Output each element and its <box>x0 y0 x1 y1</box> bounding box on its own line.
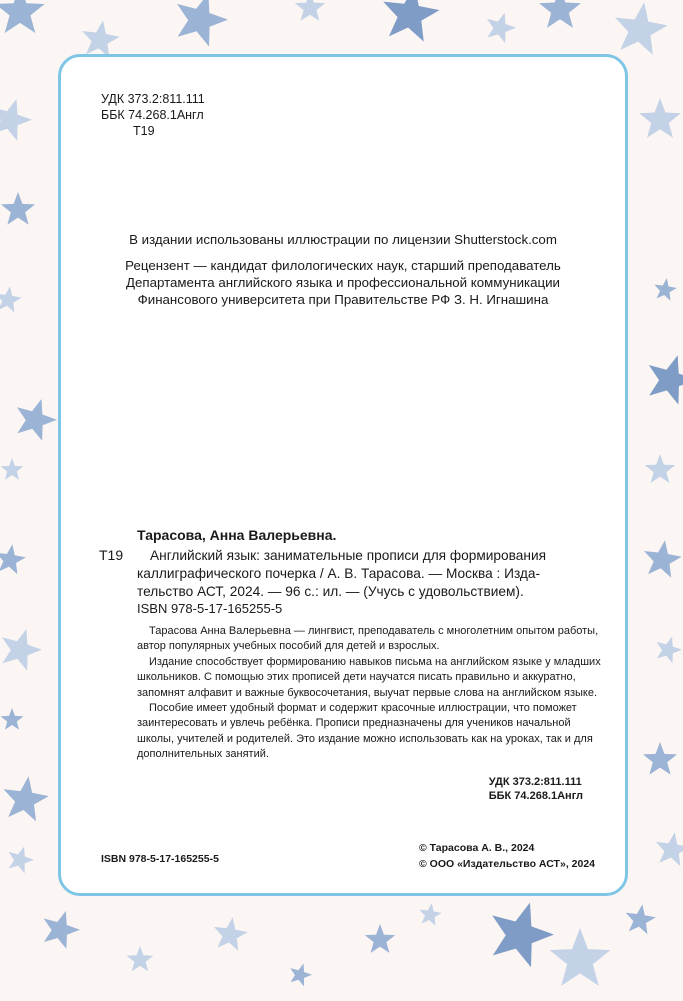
star-icon <box>550 928 611 986</box>
star-icon <box>4 776 49 821</box>
star-icon <box>44 911 80 949</box>
star-icon <box>615 2 668 55</box>
star-icon <box>17 399 57 441</box>
reviewer-line: Финансового университета при Правительстве РФ З. Н. Игнашина <box>137 292 549 307</box>
star-icon <box>1 192 35 225</box>
star-icon <box>639 98 681 138</box>
reviewer-line: Департамента английского языка и профессиональной коммуникации <box>125 275 560 290</box>
catalog-author: Тарасова, Анна Валерьевна. <box>137 527 337 543</box>
author-mark: Т19 <box>133 124 155 138</box>
star-icon <box>643 742 677 775</box>
star-icon <box>487 13 516 43</box>
star-icon <box>657 637 682 664</box>
star-icon <box>656 832 683 866</box>
book-annotation <box>137 624 602 763</box>
catalog-isbn: ISBN 978-5-17-165255-5 <box>137 601 283 616</box>
star-icon <box>654 278 677 301</box>
copyright-author: © Тарасова А. В., 2024 <box>419 842 535 854</box>
udk-code: УДК 373.2:811.111 <box>101 92 205 106</box>
star-icon <box>0 544 26 574</box>
biblio-line: Английский язык: занимательные прописи для формирования <box>150 548 547 563</box>
star-icon <box>295 0 325 21</box>
star-icon <box>1 458 24 480</box>
udk-code-bold: УДК 373.2:811.111 <box>488 776 582 788</box>
star-icon <box>9 847 34 874</box>
reviewer-line: Рецензент — кандидат филологических наук, старший преподаватель <box>125 258 561 273</box>
annotation-paragraph: Издание способствует формированию навыков письма на английском языке у младших школьников. С помощью этих прописей дети научатся писать правильно и аккуратно, запомнят алфавит и важные буквосочетания, выучат первые слова на английском языке. <box>137 655 601 699</box>
star-icon <box>0 0 45 33</box>
footer-isbn: ISBN 978-5-17-165255-5 <box>101 853 219 865</box>
catalog-author-mark: Т19 <box>99 547 124 563</box>
star-icon <box>0 286 22 312</box>
bbk-code-bold: ББК 74.268.1Англ <box>488 790 583 802</box>
star-icon <box>383 0 439 42</box>
star-icon <box>419 903 442 926</box>
biblio-line: каллиграфического почерка / А. В. Тарасова. — Москва : Изда- <box>137 566 541 581</box>
bibliographic-description <box>137 547 597 601</box>
star-icon <box>1 708 24 730</box>
star-icon <box>644 540 682 578</box>
udk-header <box>101 91 205 139</box>
copyright-block <box>419 840 595 872</box>
reviewer-info <box>61 257 625 308</box>
star-icon <box>365 924 395 953</box>
star-icon <box>649 355 683 404</box>
star-icon <box>290 964 312 987</box>
annotation-paragraph: Пособие имеет удобный формат и содержит красочные иллюстрации, что поможет заинтересовать и увлечь ребёнка. Прописи предназначены для учеников начальной школы, учителей и родителей. Это издание можно использовать как на уроках, так и для дополнительных занятий. <box>137 702 593 761</box>
star-icon <box>539 0 581 28</box>
imprint-page-card <box>58 54 628 896</box>
star-icon <box>626 904 656 934</box>
annotation-paragraph: Тарасова Анна Валерьевна — лингвист, преподаватель с многолетним опытом работы, автор популярных учебных пособий для детей и взрослых. <box>137 625 599 653</box>
star-icon <box>214 917 248 951</box>
classification-codes <box>489 775 583 803</box>
star-icon <box>0 99 32 141</box>
star-icon <box>645 454 675 483</box>
star-icon <box>492 903 554 968</box>
bbk-code: ББК 74.268.1Англ <box>101 108 204 122</box>
star-icon <box>127 946 154 971</box>
star-icon <box>2 629 42 671</box>
star-icon <box>177 0 228 47</box>
copyright-publisher: © ООО «Издательство АСТ», 2024 <box>419 858 596 870</box>
license-note: В издании использованы иллюстрации по лицензии Shutterstock.com <box>129 232 557 247</box>
star-icon <box>82 20 120 58</box>
biblio-line: тельство АСТ, 2024. — 96 с.: ил. — (Учусь с удовольствием). <box>137 584 524 599</box>
